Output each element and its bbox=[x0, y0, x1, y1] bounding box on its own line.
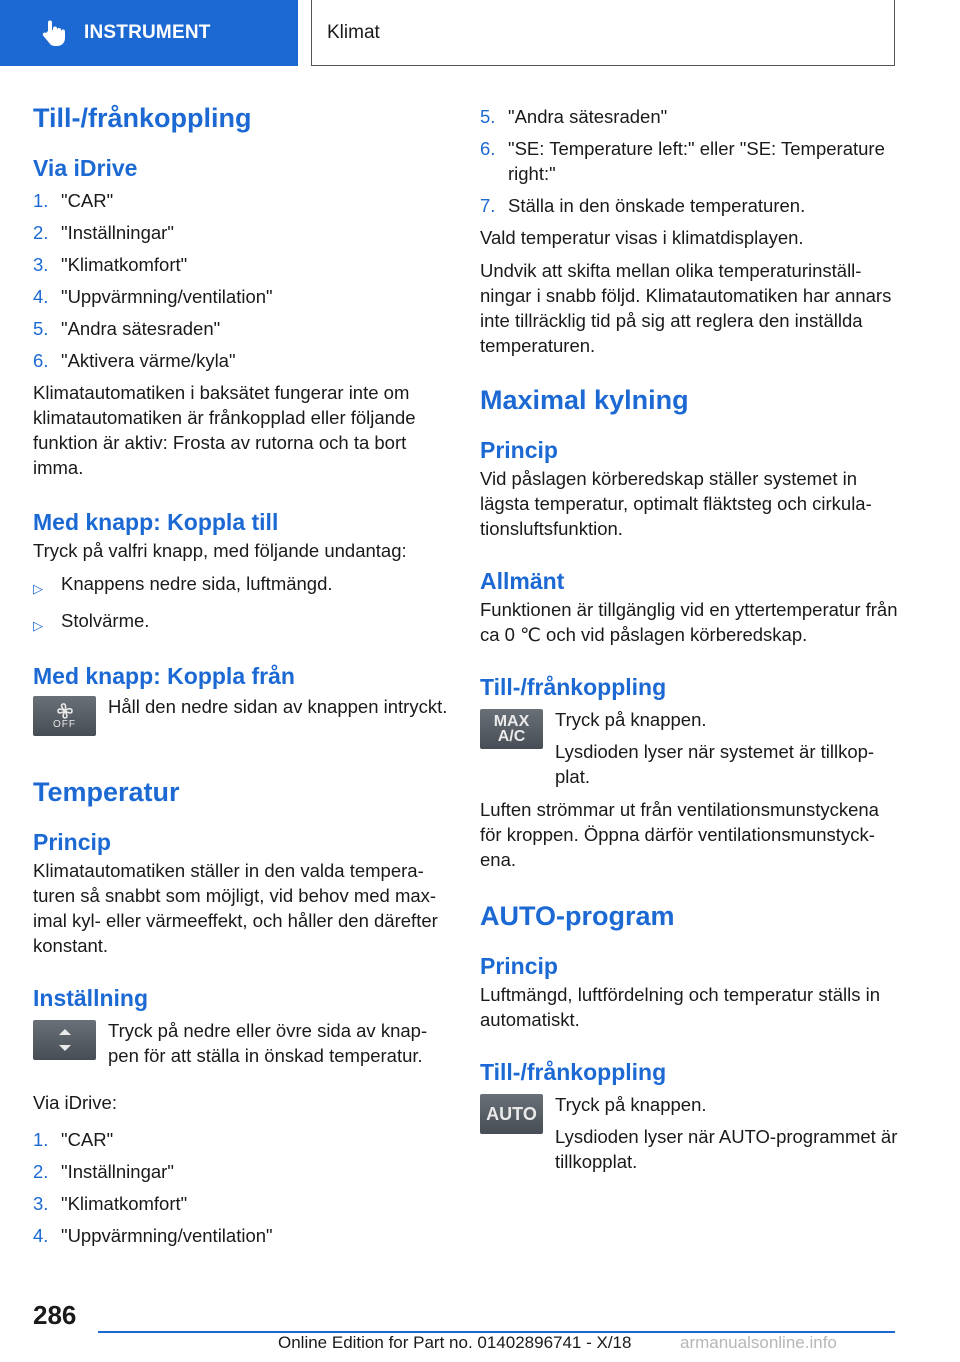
up-down-arrows-icon bbox=[55, 1024, 75, 1056]
heading-principle-auto: Princip bbox=[480, 953, 558, 979]
temperature-steps-continued bbox=[480, 104, 900, 218]
exceptions-list bbox=[33, 571, 448, 638]
list-item bbox=[33, 188, 448, 213]
heading-max-cooling: Maximal kylning bbox=[480, 385, 689, 415]
bullet-text: Stolvärme. bbox=[61, 610, 150, 631]
right-column bbox=[480, 104, 900, 1174]
step-text: "CAR" bbox=[61, 190, 114, 211]
heading-via-idrive: Via iDrive bbox=[33, 155, 138, 181]
step-text: Ställa in den önskade temperaturen. bbox=[508, 195, 806, 216]
section-title: INSTRUMENT bbox=[84, 22, 211, 43]
max-ac-row bbox=[480, 707, 900, 789]
step-text: "Inställningar" bbox=[61, 1161, 174, 1182]
watermark: armanualsonline.info bbox=[680, 1333, 837, 1352]
button-on-text: Tryck på valfri knapp, med följande undantag: bbox=[33, 540, 407, 561]
ac-label: A/C bbox=[497, 728, 526, 745]
auto-row bbox=[480, 1092, 900, 1174]
step-text: "Aktivera värme/kyla" bbox=[61, 350, 236, 371]
step-number: 6. bbox=[480, 138, 496, 159]
heading-button-off: Med knapp: Koppla från bbox=[33, 663, 295, 689]
step-number: 3. bbox=[33, 1193, 49, 1214]
list-item bbox=[33, 316, 448, 341]
max-press-text: Tryck på knappen. bbox=[555, 709, 707, 730]
max-ac-button-icon bbox=[480, 709, 543, 749]
heading-button-on: Med knapp: Koppla till bbox=[33, 509, 279, 535]
via-idrive-label: Via iDrive: bbox=[33, 1092, 117, 1113]
heading-temperature: Temperatur bbox=[33, 777, 180, 807]
fan-icon bbox=[52, 702, 78, 720]
heading-principle: Princip bbox=[480, 437, 558, 463]
list-item bbox=[480, 104, 900, 129]
auto-press-text: Tryck på knappen. bbox=[555, 1094, 707, 1115]
airflow-note: Luften strömmar ut från ventilationsmunstyckena för kroppen. Öppna därför ventilationsmunstyckena. bbox=[480, 799, 879, 870]
display-note: Vald temperatur visas i klimatdisplayen. bbox=[480, 227, 804, 248]
off-label: OFF bbox=[53, 719, 76, 730]
triangle-bullet-icon: ▷ bbox=[33, 581, 43, 596]
heading-setting: Inställning bbox=[33, 985, 148, 1011]
auto-led-text: Lysdioden lyser när AUTO-programmet är tillkopplat. bbox=[555, 1126, 898, 1172]
button-off-text: Håll den nedre sidan av knappen intryckt. bbox=[108, 696, 448, 717]
auto-button-icon bbox=[480, 1094, 543, 1134]
chapter-box bbox=[311, 0, 895, 66]
triangle-bullet-icon: ▷ bbox=[33, 618, 43, 633]
heading-on-off: Till-/frånkoppling bbox=[480, 674, 667, 700]
step-text: "CAR" bbox=[61, 1129, 114, 1150]
bullet-text: Knappens nedre sida, luftmängd. bbox=[61, 573, 333, 594]
list-item bbox=[33, 1223, 448, 1248]
step-text: "Andra sätesraden" bbox=[508, 106, 668, 127]
list-item bbox=[480, 136, 900, 186]
max-label: MAX bbox=[493, 713, 530, 730]
list-item bbox=[33, 348, 448, 373]
list-item bbox=[33, 252, 448, 277]
step-number: 1. bbox=[33, 190, 49, 211]
avoid-note: Undvik att skifta mellan olika temperaturinställningar i snabb följd. Klimatautomatiken har annars inte tillräcklig tid på sig att reglera den inställda temperaturen. bbox=[480, 260, 892, 356]
step-text: "Uppvärmning/ventilation" bbox=[61, 1225, 273, 1246]
auto-principle-text: Luftmängd, luftfördelning och temperatur ställs in automatiskt. bbox=[480, 984, 881, 1030]
page-number: 286 bbox=[33, 1300, 77, 1330]
left-column bbox=[33, 100, 448, 1255]
list-item bbox=[480, 193, 900, 218]
heading-principle: Princip bbox=[33, 829, 111, 855]
max-cooling-principle: Vid påslagen körberedskap ställer systemet in lägsta temperatur, optimalt fläktsteg och cirkulationsluftsfunktion. bbox=[480, 468, 872, 539]
page-header bbox=[0, 0, 960, 66]
step-number: 7. bbox=[480, 195, 496, 216]
edition-text: Online Edition for Part no. 01402896741 - X/18 bbox=[278, 1333, 632, 1352]
principle-text: Klimatautomatiken ställer in den valda temperaturen så snabbt som möjligt, vid behov med maximal kyl- eller värmeeffekt, och håller den därefter konstant. bbox=[33, 860, 438, 956]
heading-on-off-auto: Till-/frånkoppling bbox=[480, 1059, 667, 1085]
step-number: 5. bbox=[480, 106, 496, 127]
step-text: "Klimatkomfort" bbox=[61, 1193, 188, 1214]
heading-auto-program: AUTO-program bbox=[480, 901, 675, 931]
max-led-text: Lysdioden lyser när systemet är tillkopplat. bbox=[555, 741, 875, 787]
step-text: "Klimatkomfort" bbox=[61, 254, 188, 275]
step-text: "Andra sätesraden" bbox=[61, 318, 221, 339]
list-item bbox=[33, 1127, 448, 1152]
setting-text: Tryck på nedre eller övre sida av knappen för att ställa in önskad temperatur. bbox=[108, 1020, 428, 1066]
list-item bbox=[33, 284, 448, 309]
step-number: 4. bbox=[33, 1225, 49, 1246]
setting-row bbox=[33, 1018, 448, 1068]
list-item bbox=[33, 1159, 448, 1184]
step-text: "SE: Temperature left:" eller "SE: Temperature right:" bbox=[508, 138, 885, 184]
heading-general: Allmänt bbox=[480, 568, 565, 594]
section-tab bbox=[0, 0, 298, 66]
button-off-row bbox=[33, 694, 448, 736]
step-number: 6. bbox=[33, 350, 49, 371]
temperature-steps-list bbox=[33, 1127, 448, 1248]
step-number: 3. bbox=[33, 254, 49, 275]
list-item bbox=[33, 608, 448, 638]
idrive-steps-list bbox=[33, 188, 448, 373]
auto-label: AUTO bbox=[486, 1103, 537, 1124]
temperature-rocker-icon bbox=[33, 1020, 96, 1060]
general-text: Funktionen är tillgänglig vid en yttertemperatur från ca 0 ℃ och vid påslagen körberedskap. bbox=[480, 599, 898, 645]
step-number: 4. bbox=[33, 286, 49, 307]
list-item bbox=[33, 571, 448, 601]
step-number: 1. bbox=[33, 1129, 49, 1150]
list-item bbox=[33, 1191, 448, 1216]
step-number: 2. bbox=[33, 1161, 49, 1182]
step-number: 5. bbox=[33, 318, 49, 339]
step-text: "Inställningar" bbox=[61, 222, 174, 243]
step-number: 2. bbox=[33, 222, 49, 243]
hand-pointer-icon bbox=[38, 18, 68, 48]
rear-climate-note: Klimatautomatiken i baksätet fungerar inte om klimatautomatiken är frånkopplad eller följande funktion är aktiv: Frosta av rutorna och ta bort imma. bbox=[33, 382, 416, 478]
chapter-title: Klimat bbox=[327, 21, 380, 43]
heading-on-off: Till-/frånkoppling bbox=[33, 103, 252, 133]
step-text: "Uppvärmning/ventilation" bbox=[61, 286, 273, 307]
fan-off-button-icon bbox=[33, 696, 96, 736]
list-item bbox=[33, 220, 448, 245]
